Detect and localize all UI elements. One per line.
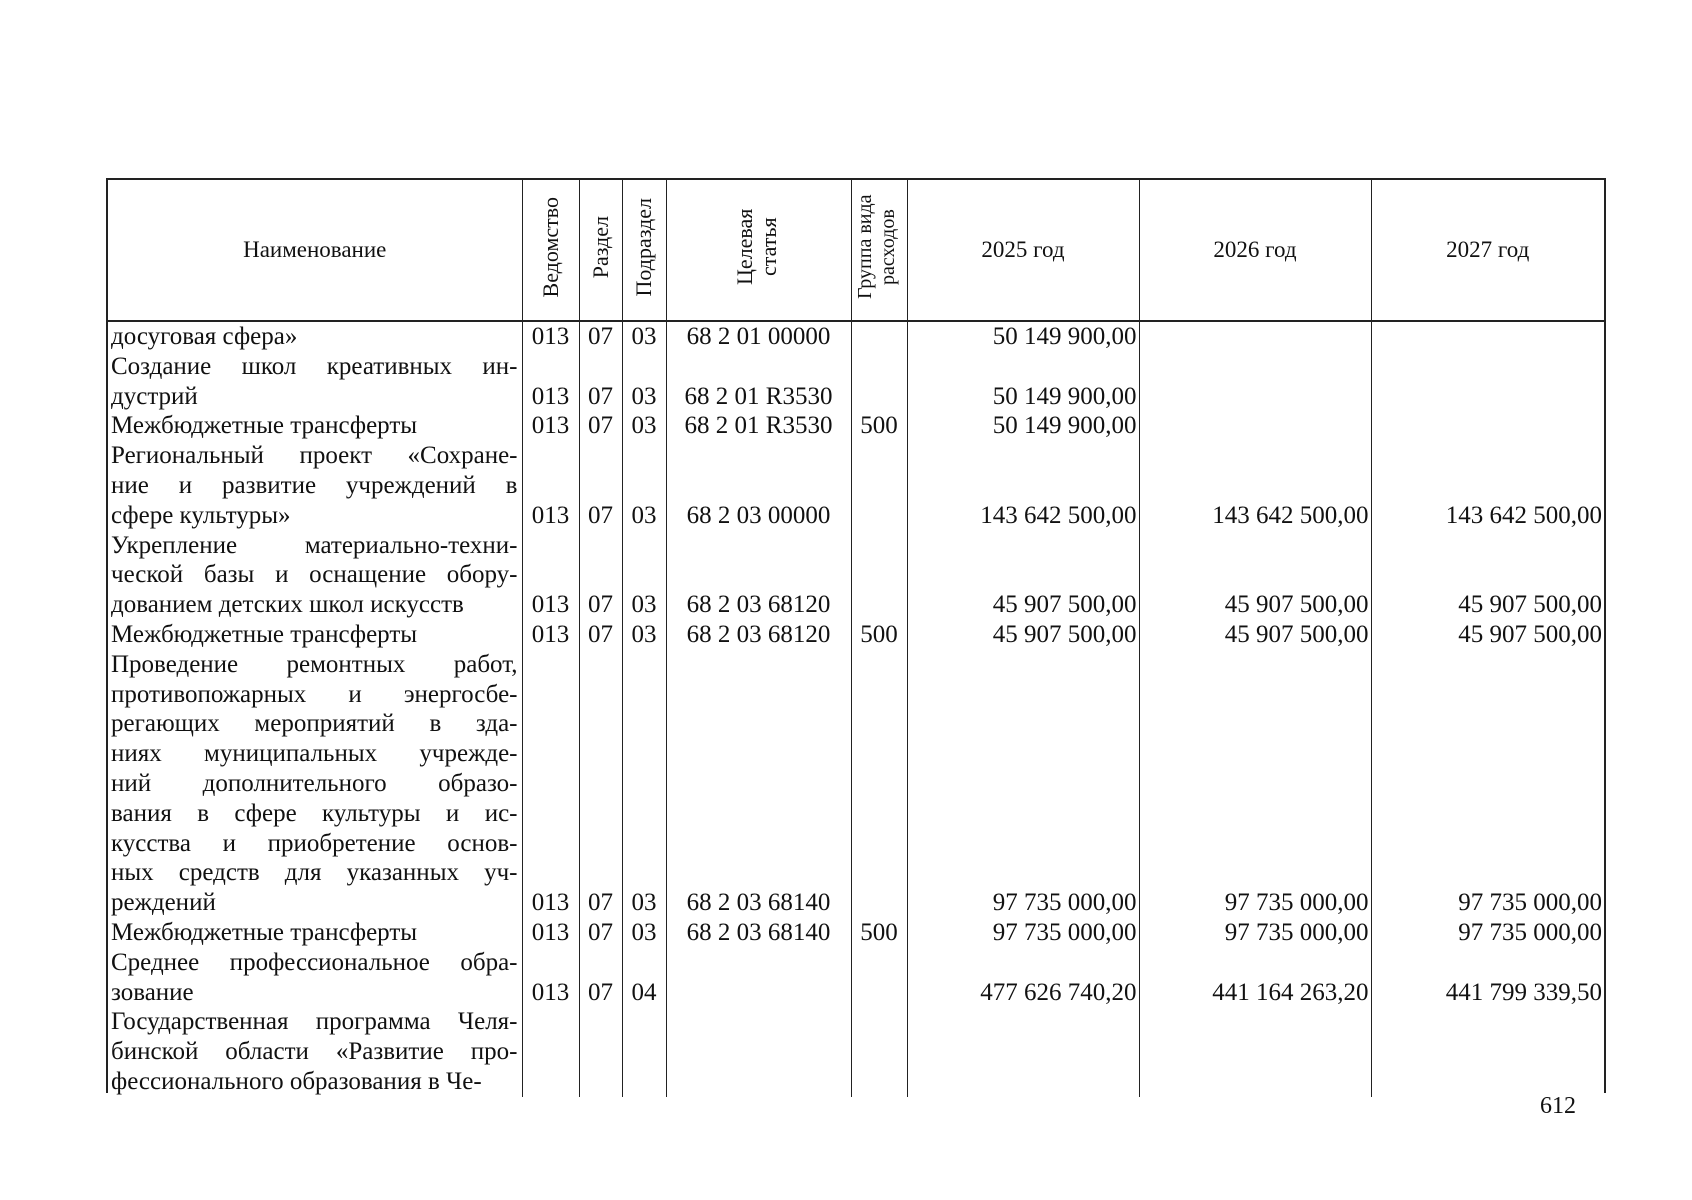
cell-2027: 97 735 000,00: [1458, 918, 1602, 946]
name-line: Региональный проект «Сохране-: [111, 442, 518, 470]
cell-celevaya-statya: [666, 948, 851, 1008]
cell-razdel: 07: [579, 620, 622, 650]
cell-name: [108, 620, 522, 650]
cell-2026: [1139, 411, 1371, 441]
header-vedomstvo: Ведомство: [522, 180, 579, 321]
cell-2025: [907, 1007, 1139, 1096]
table-row: [108, 650, 1604, 918]
cell-vedomstvo: 013: [522, 411, 579, 441]
cell-2025: 97 735 000,00: [907, 650, 1139, 918]
cell-2027: 441 799 339,50: [1445, 978, 1602, 1006]
cell-2026: [1139, 1007, 1371, 1096]
cell-podrazdel: 03: [622, 620, 666, 650]
cell-podrazdel: 03: [622, 321, 666, 352]
cell-vedomstvo: 013: [522, 650, 579, 918]
cell-2027: [1371, 321, 1604, 352]
cell-2027: [1371, 352, 1604, 412]
cell-gruppa: [851, 948, 907, 1008]
cell-razdel: 07: [579, 321, 622, 352]
cell-2027: 97 735 000,00: [1458, 889, 1602, 917]
cell-vedomstvo: 013: [522, 352, 579, 412]
cell-gruppa: [851, 352, 907, 412]
name-line: противопожарных и энергосбе-: [111, 680, 518, 708]
table-row: [108, 321, 1604, 352]
cell-razdel: 07: [579, 918, 622, 948]
cell-2025: 143 642 500,00: [907, 441, 1139, 530]
cell-2026: 97 735 000,00: [1139, 650, 1371, 918]
header-podrazdel: Подраздел: [622, 180, 666, 321]
name-line: Среднее профессиональное обра-: [111, 948, 518, 976]
name-line: ных средств для указанных уч-: [111, 859, 518, 887]
cell-gruppa: [851, 441, 907, 530]
cell-vedomstvo: 013: [522, 620, 579, 650]
name-line: регающих мероприятий в зда-: [111, 710, 518, 738]
name-line: Межбюджетные трансферты: [111, 918, 418, 946]
name-line: Государственная программа Челя-: [111, 1008, 518, 1036]
table-header-row: [108, 180, 1604, 321]
cell-2026: 45 907 500,00: [1139, 620, 1371, 650]
cell-podrazdel: 03: [622, 441, 666, 530]
header-gruppa-vida-rashodov: Группа вида расходов: [851, 180, 907, 321]
cell-celevaya-statya: [666, 1007, 851, 1096]
cell-2026: 45 907 500,00: [1139, 531, 1371, 620]
name-line: Межбюджетные трансферты: [111, 620, 418, 648]
cell-2027: 45 907 500,00: [1458, 591, 1602, 619]
cell-celevaya-statya: 68 2 03 68140: [666, 650, 851, 918]
table-row: [108, 411, 1604, 441]
name-line: Создание школ креативных ин-: [111, 352, 518, 380]
cell-razdel: 07: [579, 352, 622, 412]
cell-razdel: [579, 1007, 622, 1096]
name-line: бинской области «Развитие про-: [111, 1038, 518, 1066]
cell-celevaya-statya: 68 2 01 R3530: [666, 411, 851, 441]
name-line: ние и развитие учреждений в: [111, 471, 518, 499]
name-line: зование: [111, 978, 194, 1006]
cell-razdel: 07: [579, 441, 622, 530]
name-line: Межбюджетные трансферты: [111, 412, 418, 440]
table-body: [108, 321, 1604, 1097]
cell-2026: 97 735 000,00: [1139, 918, 1371, 948]
name-line: вания в сфере культуры и ис-: [111, 799, 518, 827]
cell-2025: 477 626 740,20: [907, 948, 1139, 1008]
cell-2027: [1371, 1007, 1604, 1096]
cell-name: [108, 1007, 522, 1096]
cell-vedomstvo: 013: [522, 321, 579, 352]
table-row: [108, 620, 1604, 650]
name-line: дованием детских школ искусств: [111, 591, 464, 619]
name-line: реждений: [111, 889, 216, 917]
table-row: [108, 441, 1604, 530]
header-year-2026: 2026 год: [1139, 180, 1371, 321]
cell-vedomstvo: 013: [522, 948, 579, 1008]
cell-podrazdel: 03: [622, 352, 666, 412]
cell-vedomstvo: 013: [522, 441, 579, 530]
header-year-2025: 2025 год: [907, 180, 1139, 321]
cell-vedomstvo: 013: [522, 531, 579, 620]
page-number: 612: [1540, 1093, 1576, 1119]
cell-2025: 45 907 500,00: [907, 620, 1139, 650]
cell-celevaya-statya: 68 2 01 R3530: [666, 352, 851, 412]
cell-gruppa: 500: [851, 620, 907, 650]
cell-name: [108, 531, 522, 620]
cell-vedomstvo: 013: [522, 918, 579, 948]
name-line: ний дополнительного образо-: [111, 769, 518, 797]
cell-gruppa: [851, 531, 907, 620]
cell-name: [108, 411, 522, 441]
cell-celevaya-statya: 68 2 01 00000: [666, 321, 851, 352]
cell-2027: 143 642 500,00: [1445, 501, 1602, 529]
name-line: кусства и приобретение основ-: [111, 829, 518, 857]
cell-2027: 45 907 500,00: [1458, 620, 1602, 648]
cell-gruppa: [851, 650, 907, 918]
table-row: [108, 352, 1604, 412]
cell-celevaya-statya: 68 2 03 68120: [666, 531, 851, 620]
cell-name: [108, 948, 522, 1008]
cell-2025: 50 149 900,00: [907, 411, 1139, 441]
table-row: [108, 918, 1604, 948]
cell-celevaya-statya: 68 2 03 68120: [666, 620, 851, 650]
cell-razdel: 07: [579, 948, 622, 1008]
name-line: ниях муниципальных учрежде-: [111, 740, 518, 768]
cell-name: [108, 321, 522, 352]
table-row: [108, 1007, 1604, 1096]
cell-gruppa: [851, 321, 907, 352]
cell-2025: 97 735 000,00: [907, 918, 1139, 948]
name-line: ческой базы и оснащение обору-: [111, 561, 518, 589]
cell-celevaya-statya: 68 2 03 00000: [666, 441, 851, 530]
cell-2026: [1139, 321, 1371, 352]
cell-razdel: 07: [579, 650, 622, 918]
cell-podrazdel: 04: [622, 948, 666, 1008]
cell-2026: 143 642 500,00: [1139, 441, 1371, 530]
budget-table: [108, 180, 1604, 1097]
cell-vedomstvo: [522, 1007, 579, 1096]
cell-2025: 50 149 900,00: [907, 321, 1139, 352]
cell-razdel: 07: [579, 531, 622, 620]
cell-name: [108, 918, 522, 948]
cell-2027: [1371, 411, 1604, 441]
cell-podrazdel: [622, 1007, 666, 1096]
cell-2026: 441 164 263,20: [1139, 948, 1371, 1008]
name-line: фессионального образования в Че-: [111, 1067, 482, 1095]
table-row: [108, 531, 1604, 620]
cell-podrazdel: 03: [622, 531, 666, 620]
cell-name: [108, 441, 522, 530]
budget-table-frame: [106, 178, 1606, 1093]
cell-razdel: 07: [579, 411, 622, 441]
cell-podrazdel: 03: [622, 650, 666, 918]
cell-podrazdel: 03: [622, 918, 666, 948]
header-razdel: Раздел: [579, 180, 622, 321]
name-line: Укрепление материально-техни-: [111, 531, 518, 559]
cell-gruppa: 500: [851, 918, 907, 948]
cell-name: [108, 650, 522, 918]
cell-gruppa: 500: [851, 411, 907, 441]
cell-2026: [1139, 352, 1371, 412]
cell-podrazdel: 03: [622, 411, 666, 441]
header-name: Наименование: [108, 180, 522, 321]
cell-celevaya-statya: 68 2 03 68140: [666, 918, 851, 948]
table-row: [108, 948, 1604, 1008]
name-line: Проведение ремонтных работ,: [111, 650, 518, 678]
name-line: сфере культуры»: [111, 501, 291, 529]
header-year-2027: 2027 год: [1371, 180, 1604, 321]
header-celevaya-statya: Целевая статья: [666, 180, 851, 321]
name-line: дустрий: [111, 382, 198, 410]
name-line: досуговая сфера»: [111, 323, 298, 350]
cell-2025: 45 907 500,00: [907, 531, 1139, 620]
cell-gruppa: [851, 1007, 907, 1096]
cell-name: [108, 352, 522, 412]
cell-2025: 50 149 900,00: [907, 352, 1139, 412]
